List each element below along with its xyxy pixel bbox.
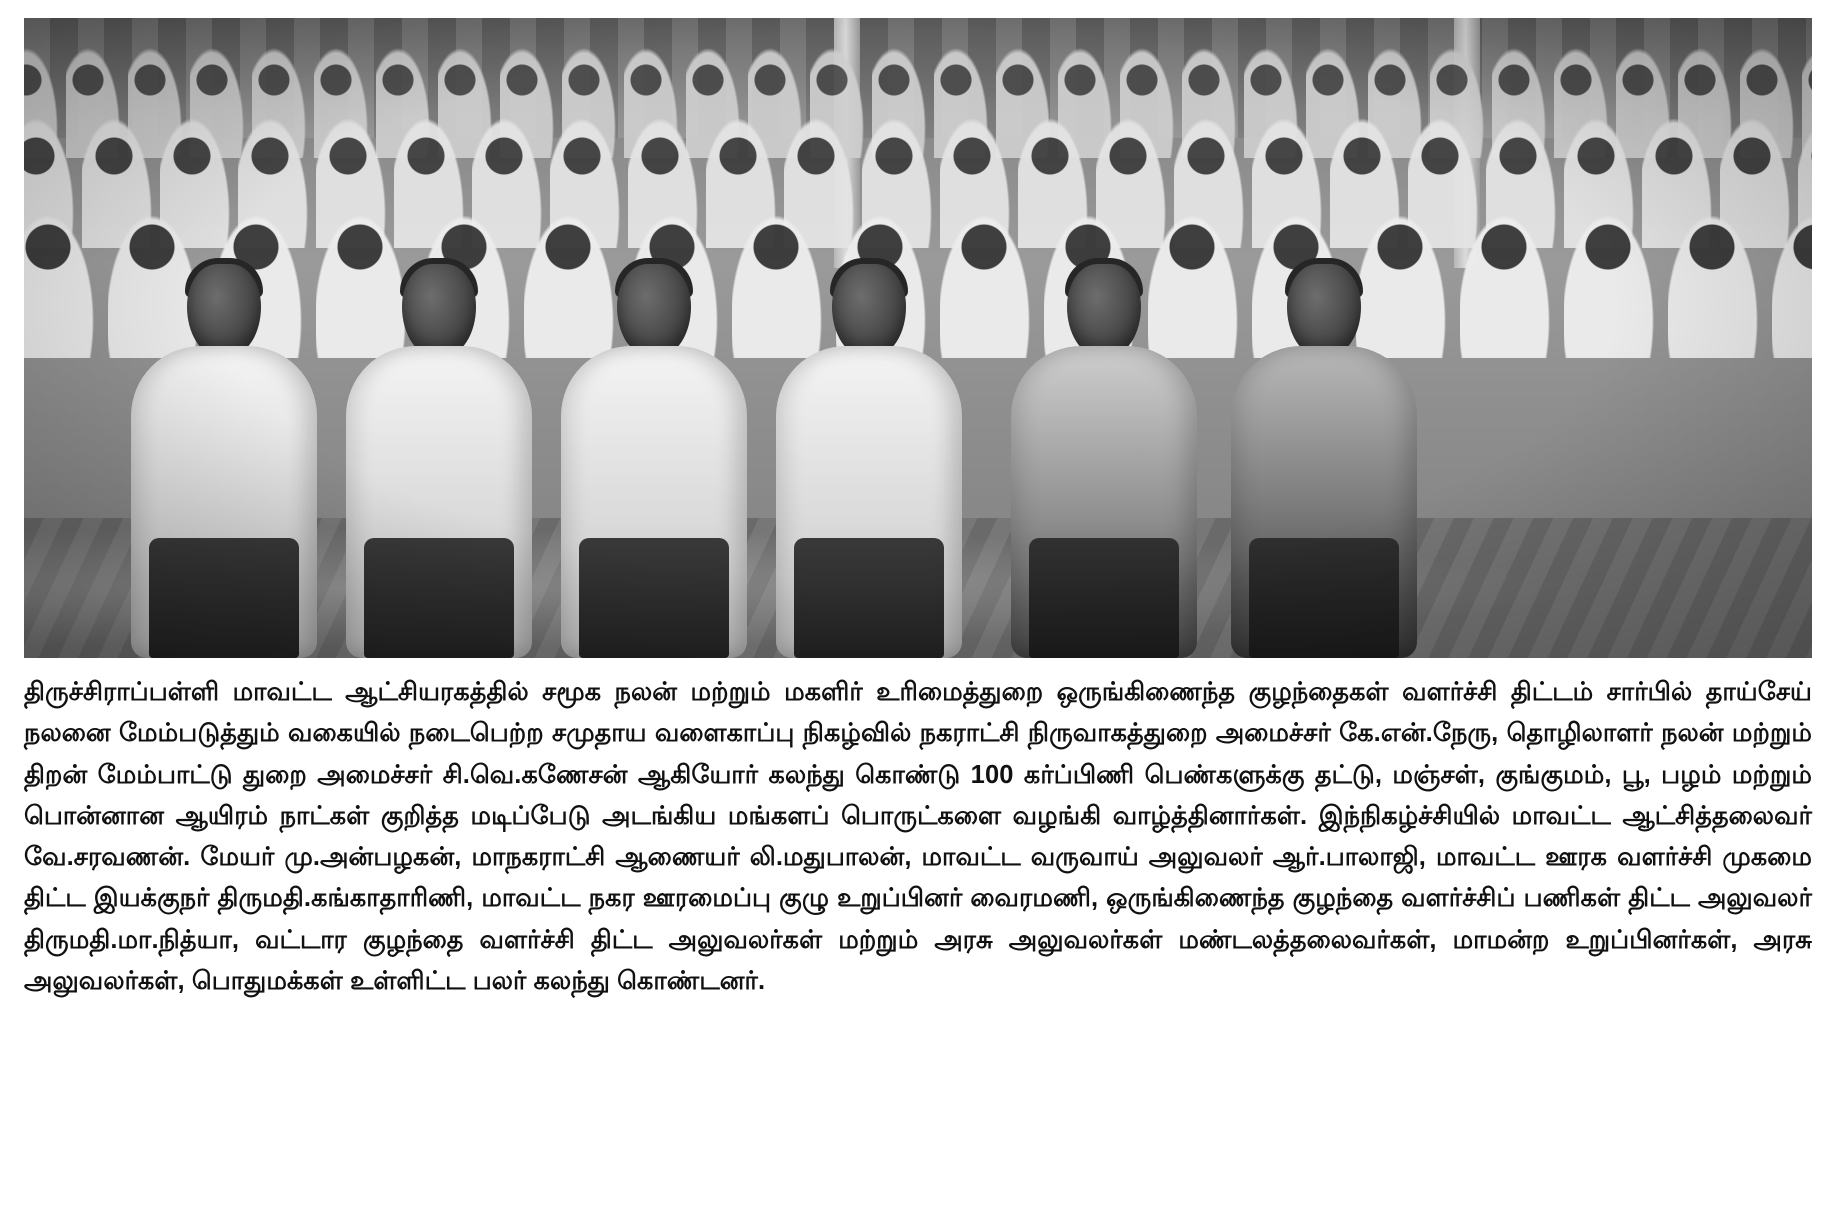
head [187, 264, 261, 356]
legs [1249, 538, 1399, 658]
head [832, 264, 906, 356]
hair [1464, 188, 1530, 222]
legs [364, 538, 514, 658]
head [402, 264, 476, 356]
photo-caption [24, 672, 1812, 1002]
torso [1464, 300, 1614, 550]
head [617, 264, 691, 356]
legs [1464, 550, 1584, 658]
seated-dignitary [339, 258, 539, 658]
legs [794, 538, 944, 658]
head [1067, 264, 1141, 356]
legs [149, 538, 299, 658]
legs [579, 538, 729, 658]
seated-attendee [1224, 258, 1424, 658]
caption-text: திருச்சிராப்பள்ளி மாவட்ட ஆட்சியரகத்தில் சமூக நலன் மற்றும் மகளிர் உரிமைத்துறை ஒருங்கிணைந்த குழந்தைகள் வளர்ச்சி திட்டம் சார்பில் தாய்சேய் நலனை மேம்படுத்தும் வகையில் நடைபெற்ற சமுதாய வளைகாப்பு நிகழ்வில் நகராட்சி நிருவாகத்துறை அமைச்சர் கே.என்.நேரு, தொழிலாளர் நலன் மற்றும் திறன் மேம்பாட்டு துறை அமைச்சர் சி.வெ.கணேசன் ஆகியோர் கலந்து கொண்டு 100 கர்ப்பிணி பெண்களுக்கு தட்டு, மஞ்சள், குங்குமம், பூ, பழம் மற்றும் பொன்னான ஆயிரம் நாட்கள் குறித்த மடிப்பேடு அடங்கிய மங்களப் பொருட்களை வழங்கி வாழ்த்தினார்கள். இந்நிகழ்ச்சியில் மாவட்ட ஆட்சித்தலைவர் வே.சரவணன். மேயர் மு.அன்பழகன், மாநகராட்சி ஆணையர் லி.மதுபாலன், மாவட்ட வருவாய் அலுவலர் ஆர்.பாலாஜி, மாவட்ட ஊரக வளர்ச்சி முகமை திட்ட இயக்குநர் திருமதி.கங்காதாரிணி, மாவட்ட நகர ஊரமைப்பு குழு உறுப்பினர் வைரமணி, ஒருங்கிணைந்த குழந்தை வளர்ச்சிப் பணிகள் திட்ட அலுவலர் திருமதி.மா.நித்யா, வட்டார குழந்தை வளர்ச்சி திட்ட அலுவலர்கள் மற்றும் அரசு அலுவலர்கள் மண்டலத்தலைவர்கள், மாமன்ற உறுப்பினர்கள், அரசு அலுவலர்கள், பொதுமக்கள் உள்ளிட்ட பலர் கலந்து கொண்டனர். [24, 678, 1812, 996]
seated-dignitary [554, 258, 754, 658]
head [1464, 222, 1526, 300]
seated-dignitary [769, 258, 969, 658]
standing-attendee [1464, 188, 1614, 658]
head [1287, 264, 1361, 356]
seated-attendee [1004, 258, 1204, 658]
seated-dignitary [124, 258, 324, 658]
legs [1029, 538, 1179, 658]
dignitaries-front-row [124, 238, 1504, 658]
event-photograph [24, 18, 1812, 658]
